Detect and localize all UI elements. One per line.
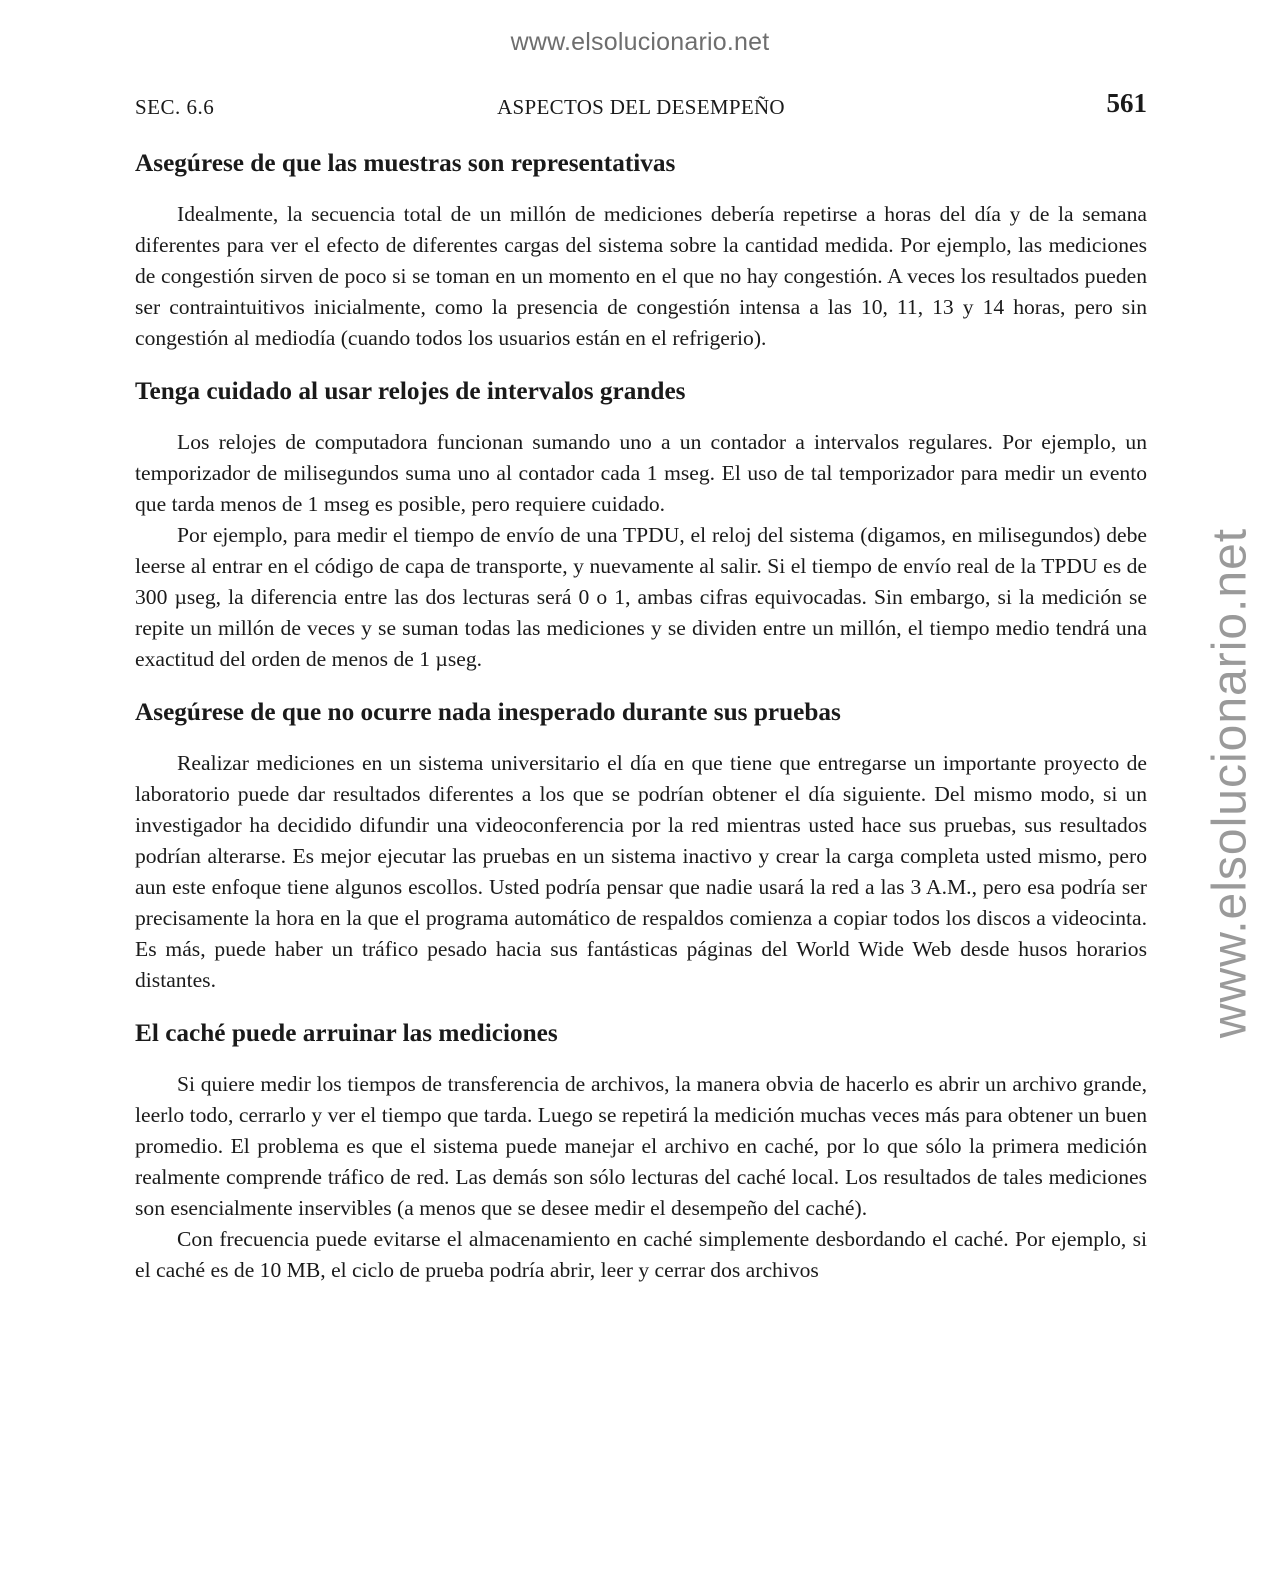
paragraph: Si quiere medir los tiempos de transferencia de archivos, la manera obvia de hacerlo es abrir un archivo grande, leerlo todo, cerrarlo y ver el tiempo que tarda. Luego se repetirá la medición muchas veces más para obtener un buen promedio. El problema es que el sistema puede manejar el archivo en caché, por lo que sólo la primera medición realmente comprende tráfico de red. Las demás son sólo lecturas del caché local. Los resultados de tales mediciones son esencialmente inservibles (a menos que se desee medir el desempeño del caché). — [135, 1072, 1147, 1220]
watermark-top: www.elsolucionario.net — [510, 28, 770, 56]
section-heading: El caché puede arruinar las mediciones — [135, 1019, 558, 1047]
section-heading: Asegúrese de que no ocurre nada inesperado durante sus pruebas — [135, 698, 841, 726]
section-heading: Tenga cuidado al usar relojes de intervalos grandes — [135, 377, 686, 405]
section-heading: Asegúrese de que las muestras son representativas — [135, 149, 676, 177]
section-number: SEC. 6.6 — [135, 95, 215, 119]
page-body — [135, 148, 1147, 1286]
paragraph: Por ejemplo, para medir el tiempo de envío de una TPDU, el reloj del sistema (digamos, en milisegundos) debe leerse al entrar en el código de capa de transporte, y nuevamente al salir. Si el tiempo de envío real de la TPDU es de 300 µseg, la diferencia entre las dos lecturas será 0 o 1, ambas cifras equivocadas. Sin embargo, si la medición se repite un millón de veces y se suman todas las mediciones y se dividen entre un millón, el tiempo medio tendrá una exactitud del orden de menos de 1 µseg. — [135, 523, 1147, 671]
paragraph: Los relojes de computadora funcionan sumando uno a un contador a intervalos regulares. Por ejemplo, un temporizador de milisegundos suma uno al contador cada 1 mseg. El uso de tal temporizador para medir un evento que tarda menos de 1 mseg es posible, pero requiere cuidado. — [135, 430, 1147, 516]
paragraph: Con frecuencia puede evitarse el almacenamiento en caché simplemente desbordando el caché. Por ejemplo, si el caché es de 10 MB, el ciclo de prueba podría abrir, leer y cerrar dos archivos — [135, 1227, 1147, 1282]
paragraph: Realizar mediciones en un sistema universitario el día en que tiene que entregarse un importante proyecto de laboratorio puede dar resultados diferentes a los que se podrían obtener el día siguiente. Del mismo modo, si un investigador ha decidido difundir una videoconferencia por la red mientras usted hace sus pruebas, sus resultados podrían alterarse. Es mejor ejecutar las pruebas en un sistema inactivo y crear la carga completa usted mismo, pero aun este enfoque tiene algunos escollos. Usted podría pensar que nadie usará la red a las 3 A.M., pero esa podría ser precisamente la hora en la que el programa automático de respaldos comienza a copiar todos los discos a videocinta. Es más, puede haber un tráfico pesado hacia sus fantásticas páginas del World Wide Web desde husos horarios distantes. — [135, 751, 1147, 992]
watermark-side: www.elsolucionario.net — [1203, 527, 1257, 1039]
page-number: 561 — [1106, 88, 1147, 118]
chapter-title: ASPECTOS DEL DESEMPEÑO — [497, 95, 785, 119]
running-head — [135, 90, 1147, 124]
paragraph: Idealmente, la secuencia total de un millón de mediciones debería repetirse a horas del día y de la semana diferentes para ver el efecto de diferentes cargas del sistema sobre la cantidad medida. Por ejemplo, las mediciones de congestión sirven de poco si se toman en un momento en el que no hay congestión. A veces los resultados pueden ser contraintuitivos inicialmente, como la presencia de congestión intensa a las 10, 11, 13 y 14 horas, pero sin congestión al mediodía (cuando todos los usuarios están en el refrigerio). — [135, 202, 1147, 350]
